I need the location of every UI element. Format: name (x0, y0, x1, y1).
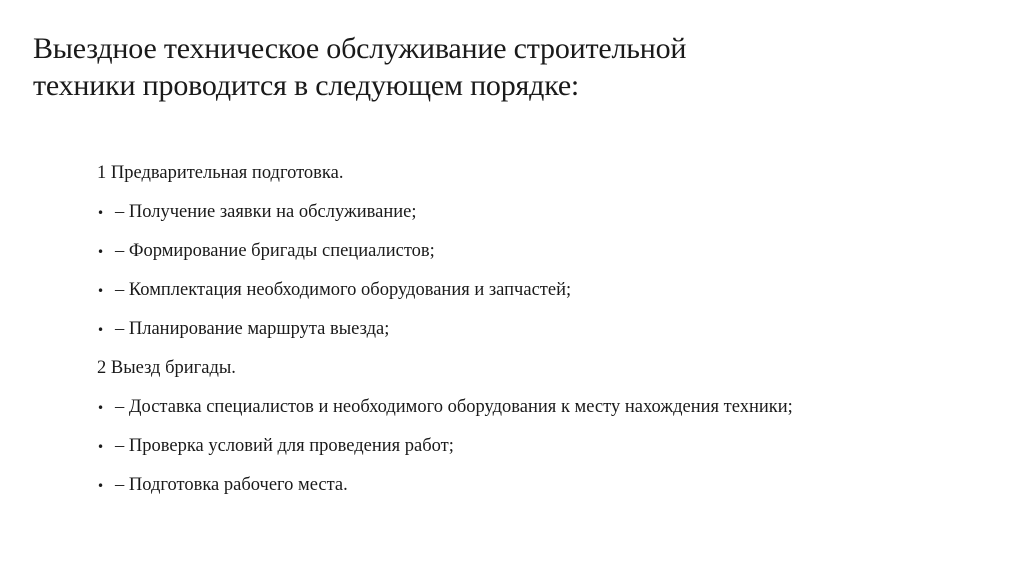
section-heading-text: 1 Предварительная подготовка. (97, 163, 344, 183)
list-item (97, 392, 997, 431)
section-heading-text: 2 Выезд бригады. (97, 358, 236, 378)
list-item (97, 470, 997, 509)
list-item (97, 275, 997, 314)
list-item-text: – Планирование маршрута выезда; (115, 319, 390, 339)
section-heading (97, 353, 997, 392)
list-item-text: – Комплектация необходимого оборудования и запчастей; (115, 280, 572, 300)
bullet-icon: • (97, 323, 105, 337)
list-item (97, 431, 997, 470)
slide-title-line-1: Выездное техническое обслуживание строительной (33, 32, 687, 65)
section-heading (97, 158, 997, 197)
slide-title (33, 30, 933, 104)
list-item (97, 236, 997, 275)
bullet-icon: • (97, 206, 105, 220)
bullet-icon: • (97, 401, 105, 415)
list-item (97, 314, 997, 353)
bullet-icon: • (97, 245, 105, 259)
bullet-icon: • (97, 479, 105, 493)
bullet-icon: • (97, 284, 105, 298)
list-item-text: – Доставка специалистов и необходимого оборудования к месту нахождения техники; (115, 397, 793, 417)
slide-title-line-2: техники проводится в следующем порядке: (33, 69, 580, 102)
slide-content-list (97, 158, 997, 509)
list-item (97, 197, 997, 236)
list-item-text: – Проверка условий для проведения работ; (115, 436, 454, 456)
list-item-text: – Получение заявки на обслуживание; (115, 202, 417, 222)
list-item-text: – Подготовка рабочего места. (115, 475, 348, 495)
bullet-icon: • (97, 440, 105, 454)
list-item-text: – Формирование бригады специалистов; (115, 241, 435, 261)
